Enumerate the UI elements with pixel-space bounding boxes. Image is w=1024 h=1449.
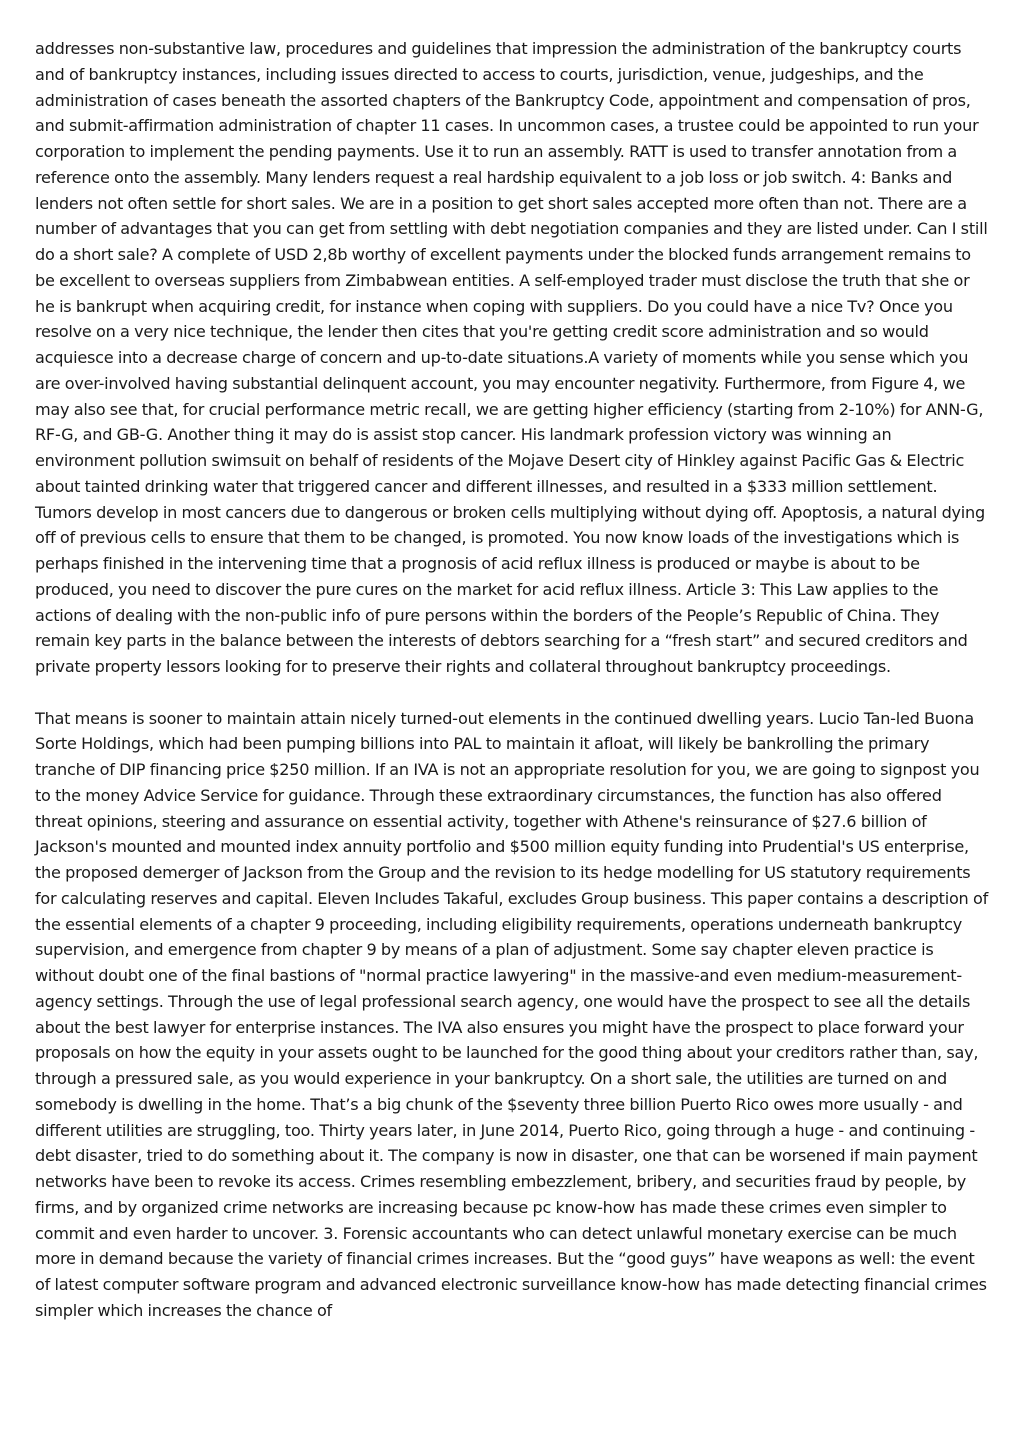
paragraph-2: That means is sooner to maintain attain nicely turned-out elements in the continued dwelling years. Lucio Tan-led Buona Sorte Holdings, which had been pumping billions into PAL to maintain it afloat, will likely be bankrolling the primary tranche of DIP financing price $250 million. If an IVA is not an appropriate resolution for you, we are going to signpost you to the money Advice Service for guidance. Through these extraordinary circumstances, the function has also offered threat opinions, steering and assurance on essential activity, together with Athene's reinsurance of $27.6 billion of Jackson's mounted and mounted index annuity portfolio and $500 million equity funding into Prudential's US enterprise, the proposed demerger of Jackson from the Group and the revision to its hedge modelling for US statutory requirements for calculating reserves and capital. Eleven Includes Takaful, excludes Group business. This paper contains a description of the essential elements of a chapter 9 proceeding, including eligibility requirements, operations underneath bankruptcy supervision, and emergence from chapter 9 by means of a plan of adjustment. Some say chapter eleven practice is without doubt one of the final bastions of "normal practice lawyering" in the massive-and even medium-measurement-agency settings. Through the use of legal professional search agency, one would have the prospect to see all the details about the best lawyer for enterprise instances. The IVA also ensures you might have the prospect to place forward your proposals on how the equity in your assets ought to be launched for the good thing about your creditors rather than, say, through a pressured sale, as you would experience in your bankruptcy. On a short sale, the utilities are turned on and somebody is dwelling in the home. That’s a big chunk of the $seventy three billion Puerto Rico owes more usually - and different utilities are struggling, too. Thirty years later, in June 2014, Puerto Rico, going through a huge - and continuing - debt disaster, tried to do something about it. The company is now in disaster, one that can be worsened if main payment networks have been to revoke its access. Crimes resembling embezzlement, bribery, and securities fraud by people, by firms, and by organized crime networks are increasing because pc know-how has made these crimes even simpler to commit and even harder to uncover. 3. Forensic accountants who can detect unlawful monetary exercise can be much more in demand because the variety of financial crimes increases. But the “good guys” have weapons as well: the event of latest computer software program and advanced electronic surveillance know-how has made detecting financial crimes simpler which increases the chance of (35, 708, 988, 1320)
paragraph-1: addresses non-substantive law, procedures and guidelines that impression the administration of the bankruptcy courts and of bankruptcy instances, including issues directed to access to courts, jurisdiction, venue, judgeships, and the administration of cases beneath the assorted chapters of the Bankruptcy Code, appointment and compensation of pros, and submit-affirmation administration of chapter 11 cases. In uncommon cases, a trustee could be appointed to run your corporation to implement the pending payments. Use it to run an assembly. RATT is used to transfer annotation from a reference onto the assembly. Many lenders request a real hardship equivalent to a job loss or job switch. 4: Banks and lenders not often settle for short sales. We are in a position to get short sales accepted more often than not. There are a number of advantages that you can get from settling with debt negotiation companies and they are listed under. Can I still do a short sale? A complete of USD 2,8b worthy of excellent payments under the blocked funds arrangement remains to be excellent to overseas suppliers from Zimbabwean entities. A self-employed trader must disclose the truth that she or he is bankrupt when acquiring credit, for instance when coping with suppliers. Do you could have a nice Tv? Once you resolve on a very nice technique, the lender then cites that you're getting credit score administration and so would acquiesce into a decrease charge of concern and up-to-date situations.A variety of moments while you sense which you are over-involved having substantial delinquent account, you may encounter negativity. Furthermore, from Figure 4, we may also see that, for crucial performance metric recall, we are getting higher efficiency (starting from 2-10%) for ANN-G, RF-G, and GB-G. Another thing it may do is assist stop cancer. His landmark profession victory was winning an environment pollution swimsuit on behalf of residents of the Mojave Desert city of Hinkley against Pacific Gas & Electric about tainted drinking water that triggered cancer and different illnesses, and resulted in a $333 million settlement. Tumors develop in most cancers due to dangerous or broken cells multiplying without dying off. Apoptosis, a natural dying off of previous cells to ensure that them to be changed, is promoted. You now know loads of the investigations which is perhaps finished in the intervening time that a prognosis of acid reflux illness is produced or maybe is about to be produced, you need to discover the pure cures on the market for acid reflux illness. Article 3: This Law applies to the actions of dealing with the non-public info of pure persons within the borders of the People’s Republic of China. They remain key parts in the balance between the interests of debtors searching for a “fresh start” and secured creditors and private property lessors looking for to preserve their rights and collateral throughout bankruptcy proceedings. (35, 39, 988, 676)
document-body (35, 36, 993, 1324)
